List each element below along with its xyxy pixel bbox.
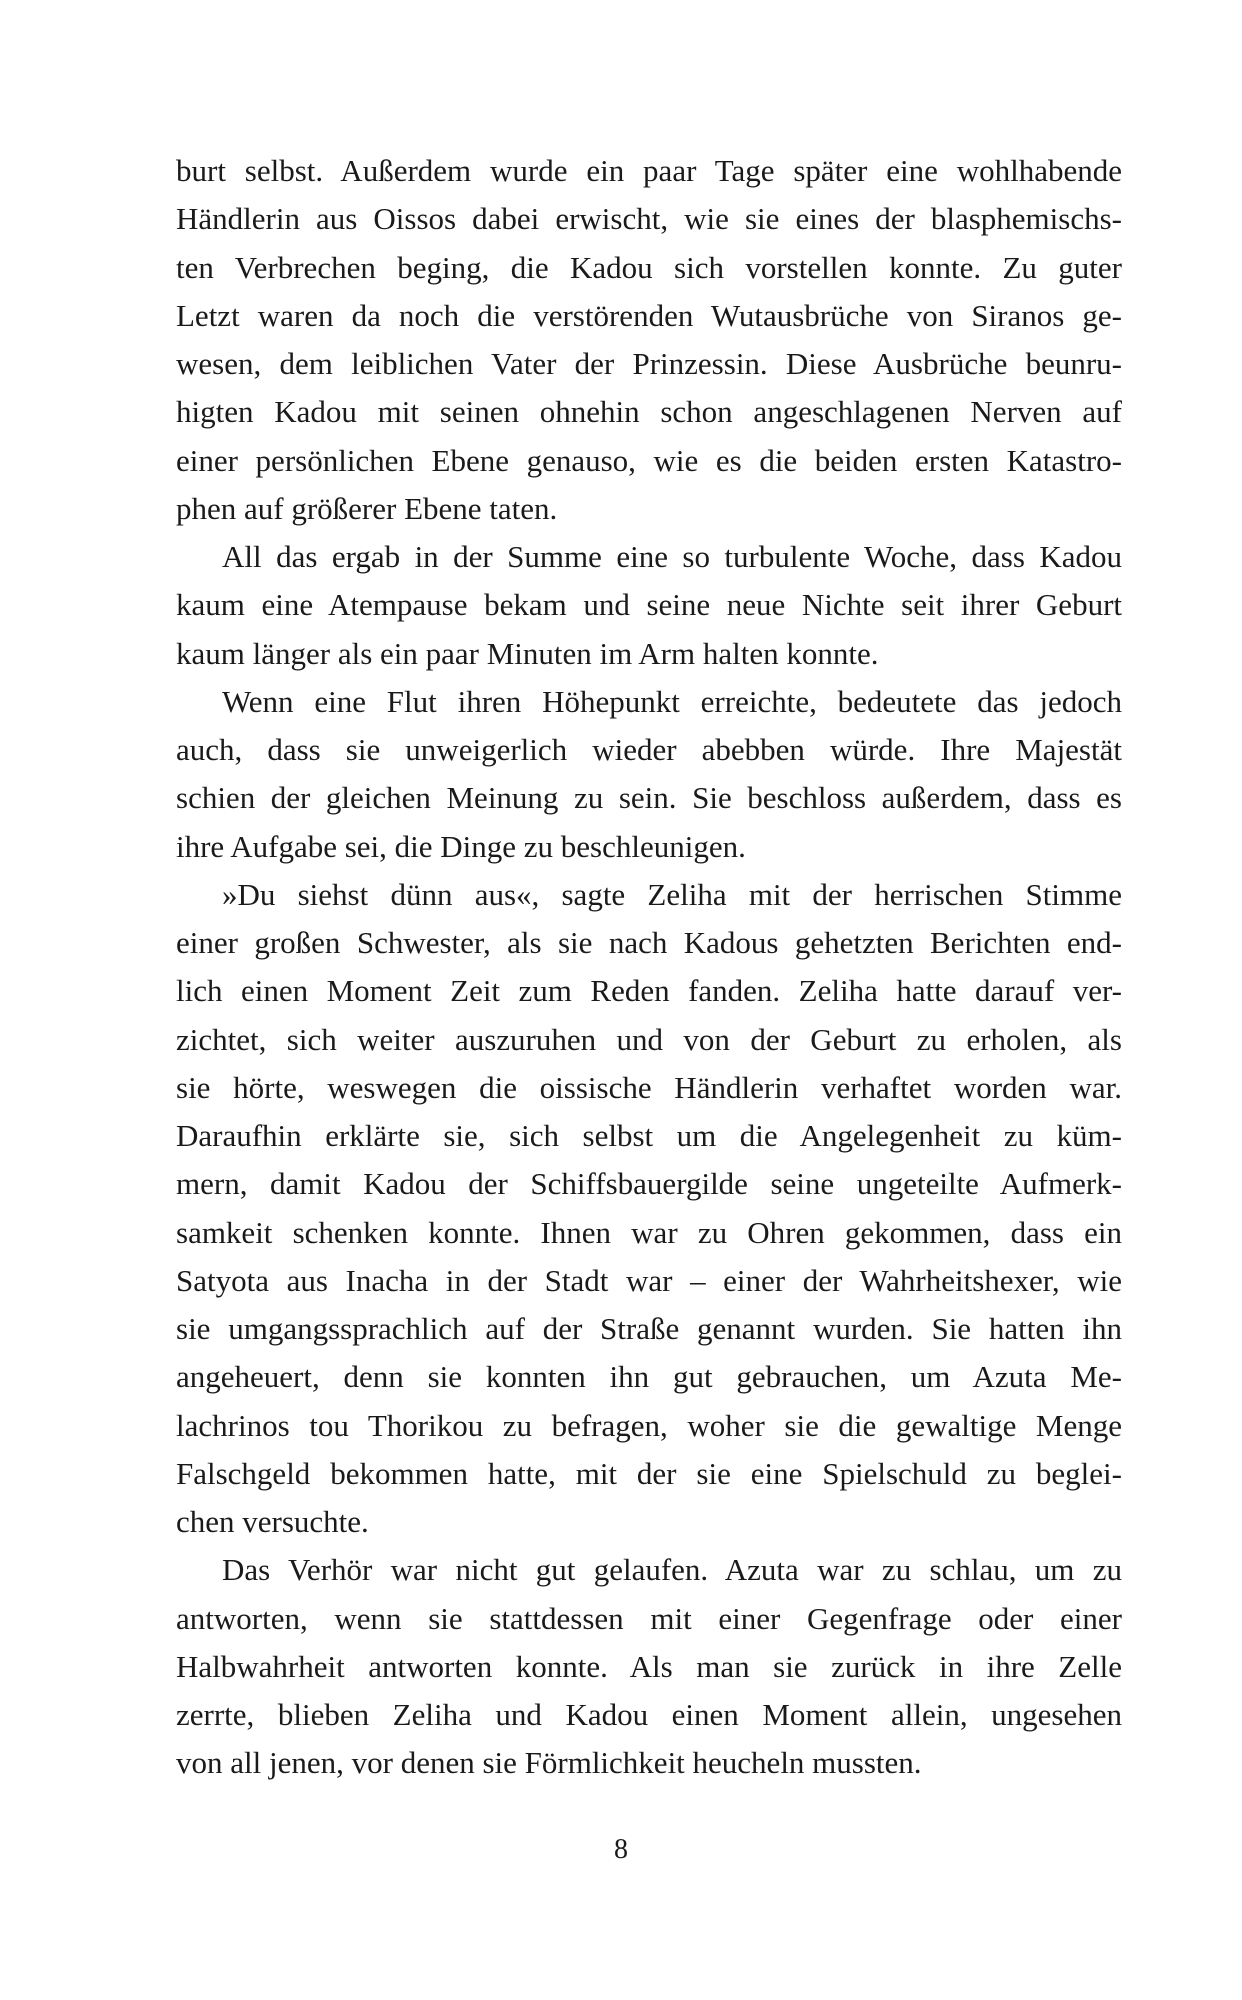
text-line: sie hörte, weswegen die oissische Händlerin verhaftet worden war. (176, 1069, 1122, 1105)
text-line: von all jenen, vor denen sie Förmlichkeit heucheln mussten. (176, 1745, 922, 1781)
text-line: phen auf größerer Ebene taten. (176, 490, 558, 526)
paragraph (176, 533, 1122, 678)
text-line: Das Verhör war nicht gut gelaufen. Azuta war zu schlau, um zu (222, 1552, 1122, 1588)
text-line: einer großen Schwester, als sie nach Kadous gehetzten Berichten end- (176, 925, 1122, 960)
text-line: schien der gleichen Meinung zu sein. Sie beschloss außerdem, dass es (176, 780, 1122, 816)
text-line: higten Kadou mit seinen ohnehin schon angeschlagenen Nerven auf (176, 394, 1122, 430)
text-line: All das ergab in der Summe eine so turbulente Woche, dass Kadou (222, 539, 1122, 574)
text-line: Halbwahrheit antworten konnte. Als man sie zurück in ihre Zelle (176, 1648, 1122, 1684)
text-line: zerrte, blieben Zeliha und Kadou einen Moment allein, ungesehen (176, 1697, 1122, 1732)
text-line: angeheuert, denn sie konnten ihn gut gebrauchen, um Azuta Me- (176, 1359, 1122, 1395)
text-line: antworten, wenn sie stattdessen mit einer Gegenfrage oder einer (176, 1600, 1122, 1636)
text-line: chen versuchte. (176, 1504, 369, 1539)
text-line: mern, damit Kadou der Schiffsbauergilde seine ungeteilte Aufmerk- (176, 1166, 1122, 1202)
text-line: Daraufhin erklärte sie, sich selbst um die Angelegenheit zu küm- (176, 1118, 1122, 1153)
text-line: burt selbst. Außerdem wurde ein paar Tage später eine wohlhabende (176, 153, 1122, 188)
text-line: sie umgangssprachlich auf der Straße genannt wurden. Sie hatten ihn (176, 1311, 1122, 1346)
text-line: kaum eine Atempause bekam und seine neue Nichte seit ihrer Geburt (176, 587, 1122, 623)
text-line: Falschgeld bekommen hatte, mit der sie eine Spielschuld zu beglei- (176, 1455, 1122, 1491)
text-line: lachrinos tou Thorikou zu befragen, woher sie die gewaltige Menge (176, 1407, 1122, 1443)
paragraph (176, 1546, 1122, 1787)
paragraph (176, 871, 1122, 1547)
text-line: einer persönlichen Ebene genauso, wie es die beiden ersten Katastro- (176, 442, 1122, 478)
page-number: 8 (614, 1834, 628, 1865)
text-line: Wenn eine Flut ihren Höhepunkt erreichte, bedeutete das jedoch (222, 683, 1122, 719)
paragraph (176, 678, 1122, 871)
text-line: kaum länger als ein paar Minuten im Arm halten konnte. (176, 635, 879, 671)
body-text (176, 147, 1122, 1788)
text-line: »Du siehst dünn aus«, sagte Zeliha mit der herrischen Stimme (222, 876, 1122, 912)
text-line: Händlerin aus Oissos dabei erwischt, wie sie eines der blasphemischs- (176, 201, 1122, 237)
text-line: wesen, dem leiblichen Vater der Prinzessin. Diese Ausbrüche beunru- (176, 346, 1122, 381)
text-line: zichtet, sich weiter auszuruhen und von der Geburt zu erholen, als (176, 1021, 1122, 1057)
text-line: Letzt waren da noch die verstörenden Wutausbrüche von Siranos ge- (176, 297, 1122, 333)
text-line: ten Verbrechen beging, die Kadou sich vorstellen konnte. Zu guter (176, 249, 1122, 285)
text-line: Satyota aus Inacha in der Stadt war – einer der Wahrheitshexer, wie (176, 1262, 1122, 1298)
text-line: lich einen Moment Zeit zum Reden fanden. Zeliha hatte darauf ver- (176, 973, 1122, 1009)
text-line: samkeit schenken konnte. Ihnen war zu Ohren gekommen, dass ein (176, 1214, 1122, 1250)
paragraph (176, 147, 1122, 533)
text-line: ihre Aufgabe sei, die Dinge zu beschleunigen. (176, 828, 746, 864)
text-line: auch, dass sie unweigerlich wieder abebben würde. Ihre Majestät (176, 732, 1122, 767)
